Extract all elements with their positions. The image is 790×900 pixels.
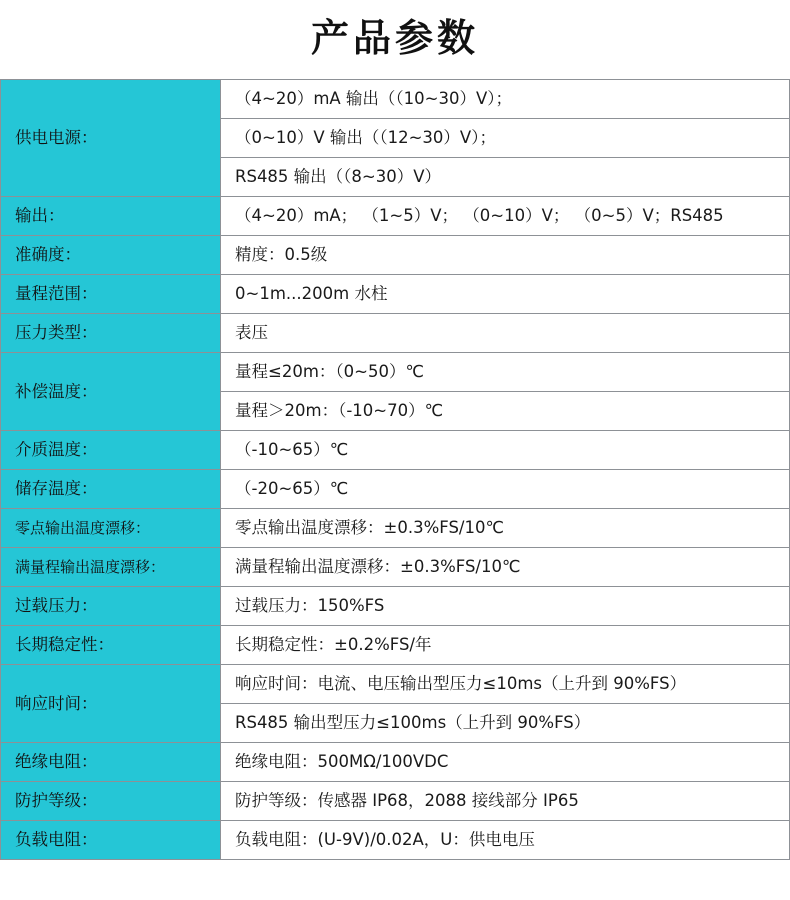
spec-label-fullscale-output-temp-drift: 满量程输出温度漂移： xyxy=(1,548,221,587)
table-row xyxy=(1,275,790,314)
table-row xyxy=(1,197,790,236)
table-row xyxy=(1,587,790,626)
spec-value-power-supply-2: （0~10）V 输出（（12~30）V）； xyxy=(221,119,790,158)
spec-label-zero-output-temp-drift: 零点输出温度漂移： xyxy=(1,509,221,548)
spec-value-protection-grade: 防护等级：传感器 IP68，2088 接线部分 IP65 xyxy=(221,782,790,821)
table-row xyxy=(1,665,790,704)
spec-value-power-supply-3: RS485 输出（（8~30）V） xyxy=(221,158,790,197)
spec-value-overload-pressure: 过载压力：150%FS xyxy=(221,587,790,626)
table-row xyxy=(1,470,790,509)
spec-value-insulation-resistance: 绝缘电阻：500MΩ/100VDC xyxy=(221,743,790,782)
spec-value-storage-temperature: （-20~65）℃ xyxy=(221,470,790,509)
spec-table xyxy=(0,79,790,860)
spec-label-storage-temperature: 储存温度： xyxy=(1,470,221,509)
table-row xyxy=(1,548,790,587)
spec-label-range: 量程范围： xyxy=(1,275,221,314)
spec-value-range: 0~1m...200m 水柱 xyxy=(221,275,790,314)
spec-value-load-resistance: 负载电阻：(U-9V)/0.02A，U：供电电压 xyxy=(221,821,790,860)
spec-value-compensation-temperature-2: 量程＞20m：（-10~70）℃ xyxy=(221,392,790,431)
spec-label-pressure-type: 压力类型： xyxy=(1,314,221,353)
spec-value-response-time-2: RS485 输出型压力≤100ms（上升到 90%FS） xyxy=(221,704,790,743)
table-row xyxy=(1,80,790,119)
spec-value-zero-output-temp-drift: 零点输出温度漂移：±0.3%FS/10℃ xyxy=(221,509,790,548)
spec-value-power-supply-1: （4~20）mA 输出（（10~30）V）； xyxy=(221,80,790,119)
table-row xyxy=(1,431,790,470)
table-row xyxy=(1,782,790,821)
spec-label-accuracy: 准确度： xyxy=(1,236,221,275)
page-title: 产品参数 xyxy=(310,16,479,60)
table-row xyxy=(1,509,790,548)
table-row xyxy=(1,743,790,782)
spec-value-compensation-temperature-1: 量程≤20m：（0~50）℃ xyxy=(221,353,790,392)
spec-value-medium-temperature: （-10~65）℃ xyxy=(221,431,790,470)
spec-label-power-supply: 供电电源： xyxy=(1,80,221,197)
table-row xyxy=(1,626,790,665)
spec-label-medium-temperature: 介质温度： xyxy=(1,431,221,470)
spec-label-load-resistance: 负载电阻： xyxy=(1,821,221,860)
spec-label-compensation-temperature: 补偿温度： xyxy=(1,353,221,431)
spec-value-fullscale-output-temp-drift: 满量程输出温度漂移：±0.3%FS/10℃ xyxy=(221,548,790,587)
spec-value-output: （4~20）mA； （1~5）V； （0~10）V； （0~5）V；RS485 xyxy=(221,197,790,236)
spec-label-output: 输出： xyxy=(1,197,221,236)
spec-label-overload-pressure: 过载压力： xyxy=(1,587,221,626)
spec-label-protection-grade: 防护等级： xyxy=(1,782,221,821)
spec-value-long-term-stability: 长期稳定性：±0.2%FS/年 xyxy=(221,626,790,665)
spec-value-accuracy: 精度：0.5级 xyxy=(221,236,790,275)
table-row xyxy=(1,353,790,392)
table-row xyxy=(1,314,790,353)
table-row xyxy=(1,821,790,860)
spec-label-long-term-stability: 长期稳定性： xyxy=(1,626,221,665)
table-row xyxy=(1,236,790,275)
spec-table-body xyxy=(1,80,790,860)
spec-label-response-time: 响应时间： xyxy=(1,665,221,743)
spec-value-response-time-1: 响应时间：电流、电压输出型压力≤10ms（上升到 90%FS） xyxy=(221,665,790,704)
spec-value-pressure-type: 表压 xyxy=(221,314,790,353)
spec-label-insulation-resistance: 绝缘电阻： xyxy=(1,743,221,782)
